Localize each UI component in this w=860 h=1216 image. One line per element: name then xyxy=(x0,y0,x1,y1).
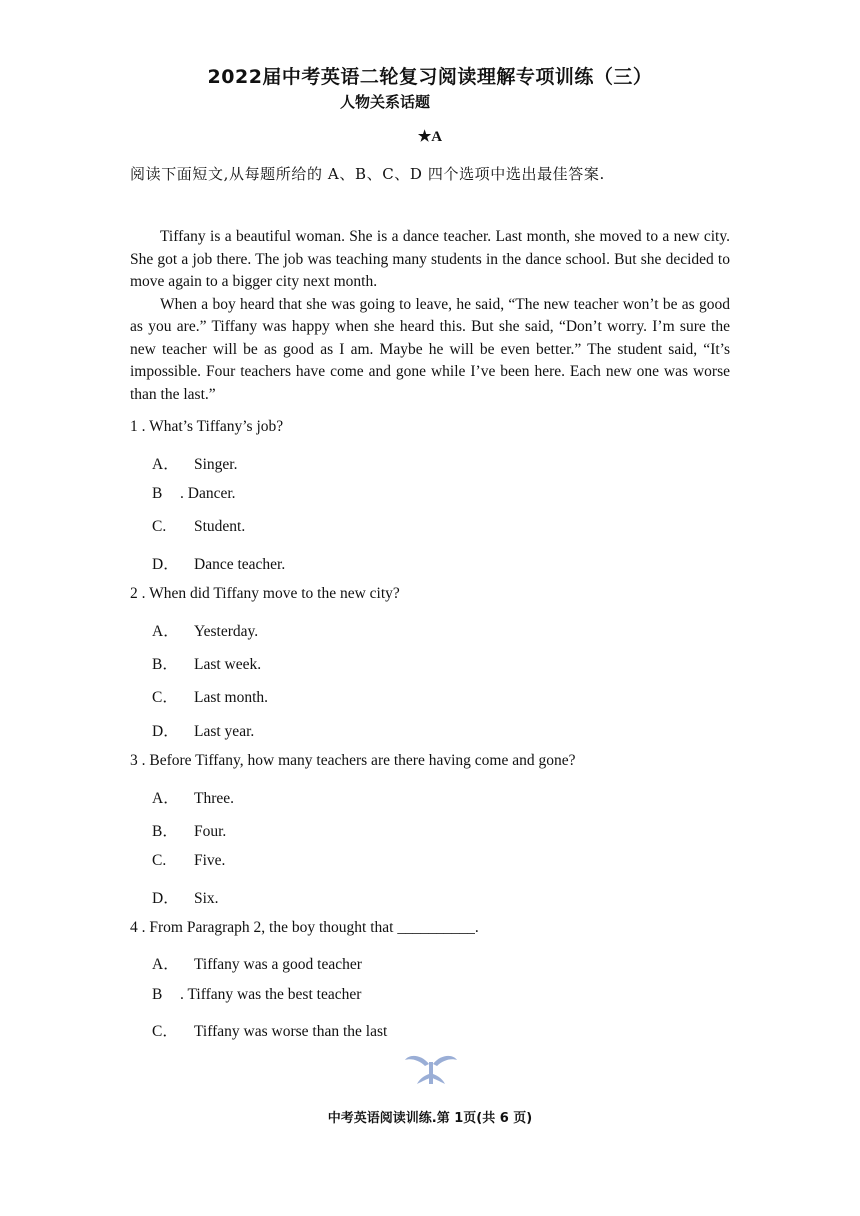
option-letter: A． xyxy=(152,790,179,807)
option-letter: D． xyxy=(152,723,179,740)
question-4: 4 . From Paragraph 2, the boy thought that __________. xyxy=(130,919,479,936)
question-2-option-c xyxy=(152,685,268,707)
option-text: . Dancer. xyxy=(180,485,236,502)
option-text: Six. xyxy=(194,890,219,907)
question-3-option-c xyxy=(152,852,225,870)
section-label: ★A xyxy=(417,129,443,145)
question-2-option-d xyxy=(152,719,254,741)
question-4-option-b xyxy=(152,986,361,1004)
option-text: Singer. xyxy=(194,456,238,473)
question-4-option-a xyxy=(152,952,362,974)
option-letter: A． xyxy=(152,956,179,973)
page-subtitle: 人物关系话题 xyxy=(340,93,431,111)
plant-logo-icon xyxy=(403,1050,459,1090)
question-3-option-a xyxy=(152,786,234,808)
option-letter: D． xyxy=(152,890,179,907)
option-letter: B． xyxy=(152,823,178,840)
option-letter: C. xyxy=(152,852,167,869)
question-4-option-c xyxy=(152,1019,387,1041)
page-title: 2022届中考英语二轮复习阅读理解专项训练（三） xyxy=(207,66,653,88)
option-letter: A． xyxy=(152,623,179,640)
question-3-option-d xyxy=(152,886,219,908)
question-2-option-b xyxy=(152,652,261,674)
question-3: 3 . Before Tiffany, how many teachers are there having come and gone? xyxy=(130,752,576,769)
question-3-option-b xyxy=(152,819,226,841)
reading-passage xyxy=(130,226,730,406)
question-2: 2 . When did Tiffany move to the new city? xyxy=(130,585,400,602)
option-text: Tiffany was worse than the last xyxy=(194,1023,388,1040)
passage-paragraph-1: Tiffany is a beautiful woman. She is a dance teacher. Last month, she moved to a new city. She got a job there. The job was teaching many students in the dance school. But she decided to move again to a bigger city next month. xyxy=(130,228,730,290)
option-text: Four. xyxy=(194,823,227,840)
question-1: 1 . What’s Tiffany’s job? xyxy=(130,418,284,435)
option-text: Last month. xyxy=(194,689,269,706)
option-text: Three. xyxy=(194,790,235,807)
option-text: Dance teacher. xyxy=(194,556,286,573)
option-text: . Tiffany was the best teacher xyxy=(180,986,362,1003)
option-letter: B xyxy=(152,485,163,502)
option-letter: C. xyxy=(152,518,167,535)
question-1-option-a xyxy=(152,452,238,474)
option-letter: B． xyxy=(152,656,178,673)
option-letter: A． xyxy=(152,456,179,473)
option-letter: C． xyxy=(152,689,178,706)
option-letter: D． xyxy=(152,556,179,573)
question-1-option-c xyxy=(152,518,245,536)
instruction-text: 阅读下面短文,从每题所给的 A、B、C、D 四个选项中选出最佳答案. xyxy=(130,165,605,183)
option-text: Yesterday. xyxy=(194,623,259,640)
option-text: Tiffany was a good teacher xyxy=(194,956,362,973)
option-text: Five. xyxy=(194,852,226,869)
page-footer: 中考英语阅读训练.第 1页(共 6 页) xyxy=(327,1111,533,1126)
option-text: Student. xyxy=(194,518,246,535)
question-1-option-b xyxy=(152,485,236,503)
option-letter: B xyxy=(152,986,163,1003)
question-2-option-a xyxy=(152,619,258,641)
option-letter: C． xyxy=(152,1023,178,1040)
passage-paragraph-2: When a boy heard that she was going to leave, he said, “The new teacher won’t be as good as you are.” Tiffany was happy when she heard this. But she said, “Don’t worry. I’m sure the new teacher will be as good as I am. Maybe he will be even better.” The student said, “It’s impossible. Four teachers have come and gone while I’ve been here. Each new one was worse than the last.” xyxy=(130,295,730,403)
question-1-option-d xyxy=(152,552,285,574)
option-text: Last year. xyxy=(194,723,255,740)
option-text: Last week. xyxy=(194,656,262,673)
